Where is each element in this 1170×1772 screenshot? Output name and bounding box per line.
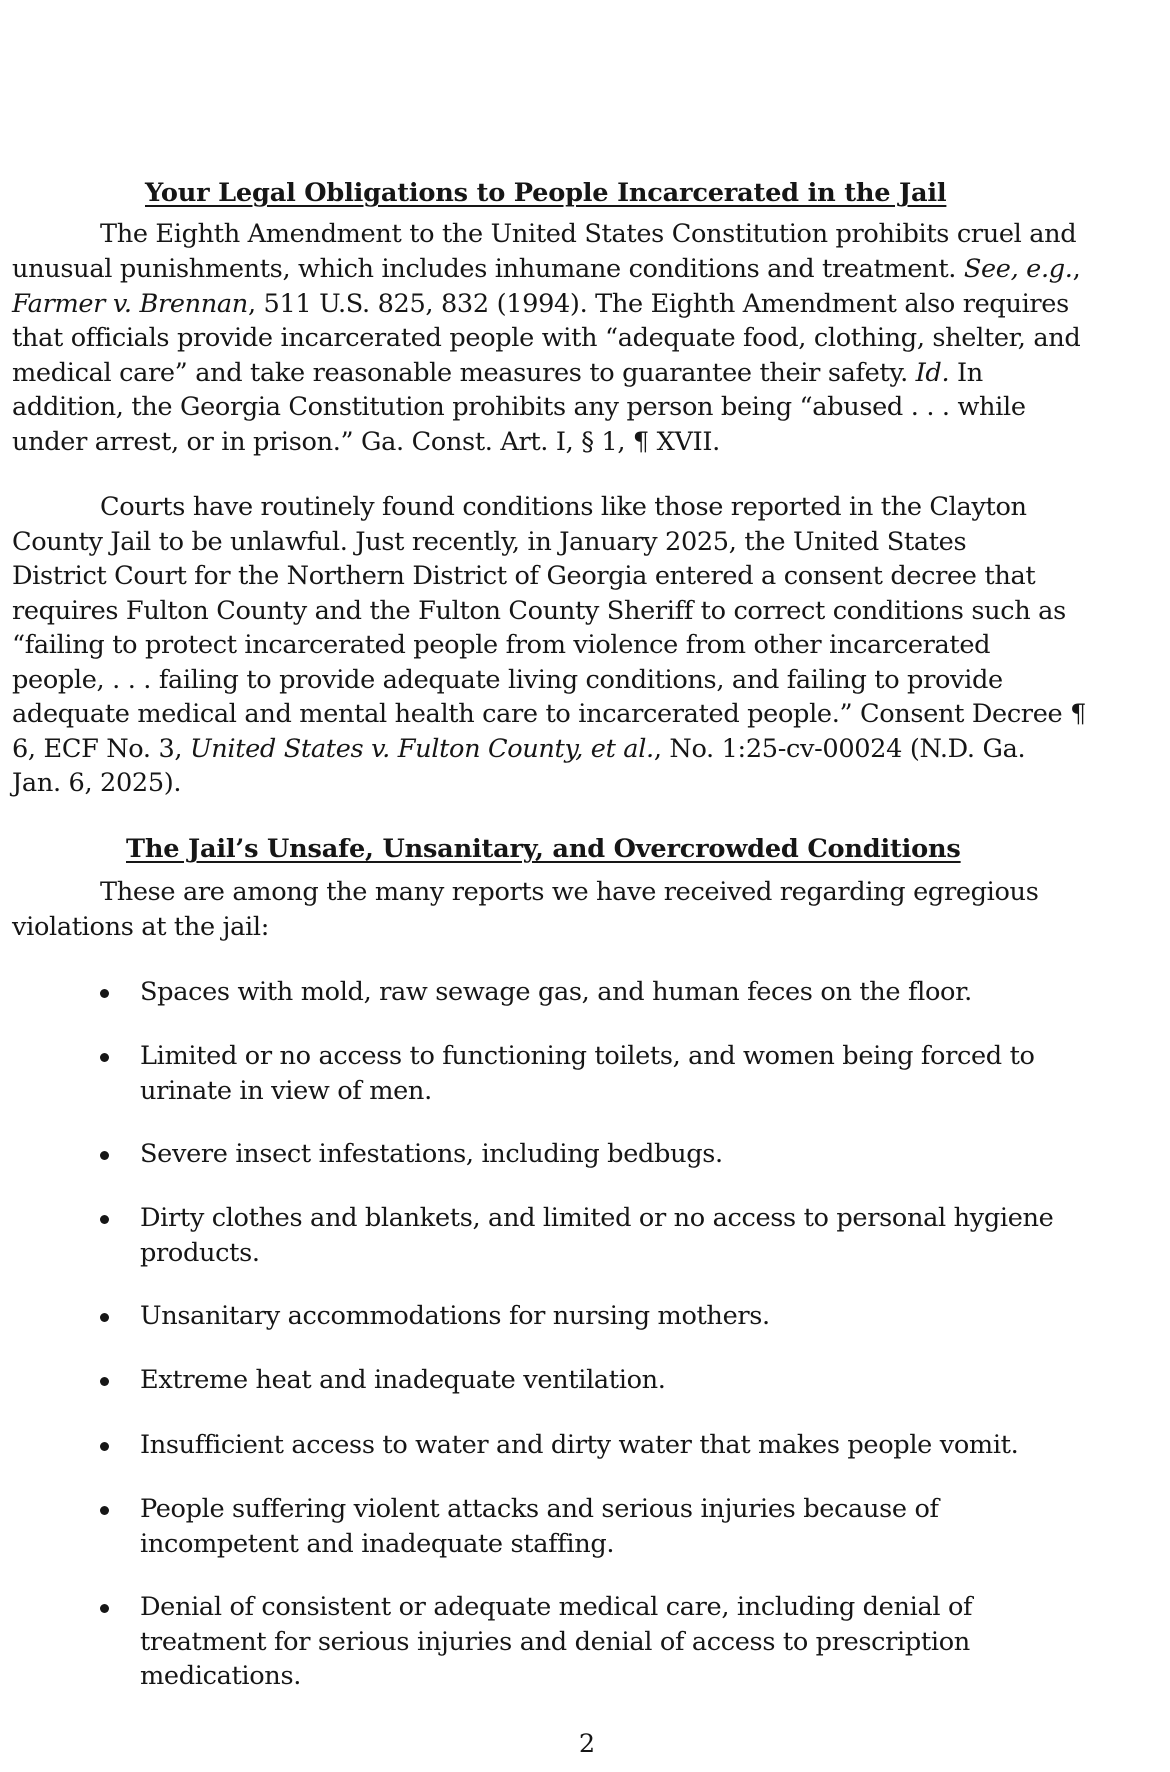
- bullet-icon: [100, 1313, 109, 1322]
- bullet-icon: [100, 1604, 109, 1613]
- section-heading-legal-obligations: Your Legal Obligations to People Incarcerated in the Jail: [145, 178, 947, 208]
- bullet-text-line: Unsanitary accommodations for nursing mothers.: [140, 1301, 770, 1331]
- bullet-text-line: People suffering violent attacks and serious injuries because of: [140, 1494, 939, 1524]
- bullet-text-line: products.: [140, 1237, 260, 1268]
- citation-signal: See, e.g.: [963, 254, 1073, 284]
- paragraph-line: requires Fulton County and the Fulton County Sheriff to correct conditions such as: [12, 596, 1066, 626]
- bullet-icon: [100, 1053, 109, 1062]
- bullet-text-line: Denial of consistent or adequate medical care, including denial of: [140, 1592, 973, 1622]
- text-span: unusual punishments, which includes inhumane conditions and treatment.: [12, 254, 964, 284]
- paragraph-line: County Jail to be unlawful. Just recently, in January 2025, the United States: [12, 527, 967, 557]
- paragraph-line: [12, 356, 983, 390]
- paragraph-line: The Eighth Amendment to the United States Constitution prohibits cruel and: [100, 219, 1077, 249]
- paragraph-line: [12, 287, 1069, 321]
- case-name: Farmer v. Brennan: [12, 289, 248, 319]
- citation-id: Id.: [915, 358, 950, 388]
- paragraph-line: adequate medical and mental health care to incarcerated people.” Consent Decree ¶: [12, 699, 1087, 729]
- bullet-icon: [100, 1377, 109, 1386]
- paragraph-line: violations at the jail:: [12, 912, 269, 942]
- bullet-text-line: Insufficient access to water and dirty water that makes people vomit.: [140, 1430, 1019, 1460]
- paragraph-line: addition, the Georgia Constitution prohibits any person being “abused . . . while: [12, 392, 1026, 422]
- paragraph-line: District Court for the Northern District of Georgia entered a consent decree that: [12, 561, 1036, 591]
- bullet-icon: [100, 1442, 109, 1451]
- paragraph-line: that officials provide incarcerated people with “adequate food, clothing, shelter, and: [12, 323, 1081, 353]
- text-span: , 511 U.S. 825, 832 (1994). The Eighth Amendment also requires: [247, 289, 1069, 319]
- paragraph-line: These are among the many reports we have received regarding egregious: [100, 877, 1039, 907]
- text-span: , No. 1:25-cv-00024 (N.D. Ga.: [653, 734, 1026, 764]
- text-span: In: [949, 358, 983, 388]
- bullet-text-line: Dirty clothes and blankets, and limited or no access to personal hygiene: [140, 1203, 1054, 1233]
- bullet-text-line: urinate in view of men.: [140, 1075, 432, 1106]
- bullet-text-line: Spaces with mold, raw sewage gas, and human feces on the floor.: [140, 977, 972, 1007]
- bullet-icon: [100, 1151, 109, 1160]
- paragraph-line: Courts have routinely found conditions like those reported in the Clayton: [100, 492, 1027, 522]
- bullet-text-line: Extreme heat and inadequate ventilation.: [140, 1365, 666, 1395]
- bullet-icon: [100, 1215, 109, 1224]
- paragraph-line: [12, 732, 1025, 766]
- text-span: medical care” and take reasonable measures to guarantee their safety.: [12, 358, 916, 388]
- page-number: 2: [578, 1729, 596, 1759]
- bullet-icon: [100, 989, 109, 998]
- text-span: 6, ECF No. 3,: [12, 734, 190, 764]
- case-name: United States v. Fulton County, et al.: [190, 734, 654, 764]
- bullet-text-line: treatment for serious injuries and denial of access to prescription: [140, 1626, 970, 1657]
- section-heading-jail-conditions: The Jail’s Unsafe, Unsanitary, and Overcrowded Conditions: [126, 834, 961, 864]
- bullet-text-line: medications.: [140, 1661, 302, 1691]
- paragraph-line: under arrest, or in prison.” Ga. Const. Art. I, § 1, ¶ XVII.: [12, 427, 720, 457]
- paragraph-line: Jan. 6, 2025).: [12, 768, 182, 798]
- paragraph-line: people, . . . failing to provide adequate living conditions, and failing to provide: [12, 665, 1003, 695]
- bullet-text-line: Severe insect infestations, including bedbugs.: [140, 1139, 723, 1169]
- bullet-text-line: Limited or no access to functioning toilets, and women being forced to: [140, 1041, 1035, 1071]
- bullet-text-line: incompetent and inadequate staffing.: [140, 1528, 615, 1559]
- text-span: ,: [1072, 254, 1081, 284]
- bullet-icon: [100, 1506, 109, 1515]
- paragraph-line: “failing to protect incarcerated people from violence from other incarcerated: [12, 630, 991, 660]
- paragraph-line: [12, 252, 1080, 286]
